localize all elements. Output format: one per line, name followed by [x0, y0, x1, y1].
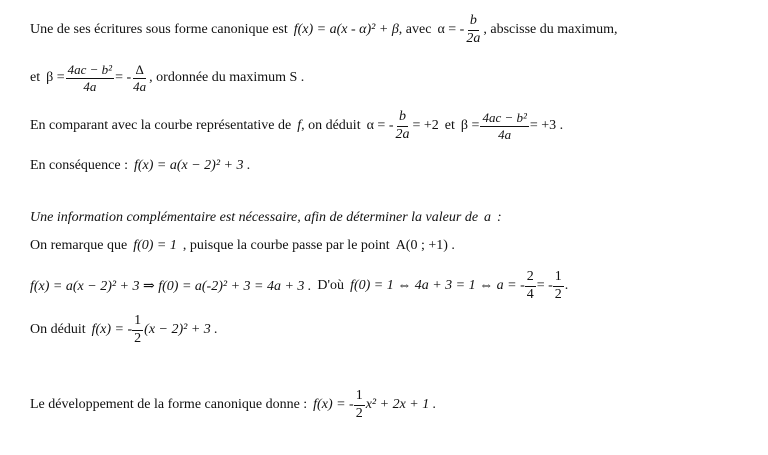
line7-part-a: f(x) = a(x − 2)² + 3 ⇒ f(0) = a(-2)² + 3 = 4a + 3 .	[30, 278, 312, 294]
line3-text-b: , on déduit	[301, 118, 361, 133]
line7-frac1-den: 4	[526, 286, 534, 302]
line2-delta-den: 4a	[133, 78, 147, 94]
line9-fraction	[354, 389, 365, 421]
line1-text-c: , abscisse du maximum,	[483, 22, 618, 37]
line3-text-a: En comparant avec la courbe représentative de	[30, 118, 292, 133]
line-canonical-form	[30, 10, 618, 50]
line2-text-a: et	[30, 70, 41, 85]
line-remark	[30, 226, 455, 266]
line7-frac2-num: 1	[553, 270, 564, 287]
line3-beta-den: 4a	[498, 126, 512, 142]
line5-var: a	[484, 210, 492, 225]
line3-f: f	[297, 118, 302, 133]
line8-lhs: f(x) = -	[91, 322, 133, 337]
line3-beta-lhs: β =	[460, 118, 480, 133]
line8-fraction	[132, 314, 143, 346]
line2-beta-num: 4ac − b²	[67, 61, 113, 77]
line2-delta-fraction	[131, 63, 148, 93]
line3-beta-val: = +3 .	[529, 118, 564, 133]
line1-alpha-num: b	[468, 14, 479, 31]
line-deduce	[30, 310, 218, 350]
line3-alpha-val: = +2	[412, 118, 439, 133]
line5-text-b: :	[497, 210, 502, 225]
line2-beta-den: 4a	[83, 78, 97, 94]
line3-beta-num: 4ac − b²	[482, 109, 527, 125]
line-development	[30, 385, 436, 425]
line7-end: .	[564, 278, 569, 293]
line3-alpha-lhs: α = -	[366, 118, 394, 133]
line-beta-definition	[30, 58, 304, 98]
line4-text-a: En conséquence :	[30, 158, 128, 173]
line9-frac-num: 1	[354, 389, 365, 406]
line8-frac-den: 2	[134, 330, 142, 346]
line7-eq-neg: = -	[536, 278, 553, 293]
line3-text-c: et	[444, 118, 455, 133]
line7-part-c: f(0) = 1 ⇔ 4a + 3 = 1 ⇔ a = -	[350, 278, 525, 293]
line3-alpha-fraction	[394, 110, 412, 142]
line2-eq-neg: = -	[115, 70, 132, 85]
line8-rhs: (x − 2)² + 3 .	[144, 322, 218, 337]
line2-beta-fraction	[66, 63, 114, 93]
line4-formula: f(x) = a(x − 2)² + 3 .	[133, 158, 251, 173]
line2-beta-lhs: β =	[46, 70, 65, 85]
line9-rhs: x² + 2x + 1 .	[365, 397, 437, 412]
line1-text-b: , avec	[398, 22, 432, 37]
line8-text-a: On déduit	[30, 322, 86, 337]
line9-lhs: f(x) = -	[313, 397, 354, 412]
line1-formula: f(x) = a(x - α)² + β	[293, 22, 399, 37]
line7-frac1	[525, 270, 536, 302]
line3-beta-fraction	[480, 111, 528, 141]
line-comparison	[30, 106, 563, 146]
line5-text-a: Une information complémentaire est nécessaire, afin de déterminer la valeur de	[30, 210, 479, 225]
line7-frac2	[553, 270, 564, 302]
line6-text-a: On remarque que	[30, 238, 128, 253]
line8-frac-num: 1	[132, 314, 143, 331]
line7-frac1-num: 2	[525, 270, 536, 287]
line-consequence	[30, 146, 250, 186]
line1-alpha-fraction	[464, 14, 482, 46]
line-solve-a	[30, 266, 568, 306]
line2-delta-num: Δ	[135, 61, 144, 77]
line1-alpha-lhs: α = -	[437, 22, 465, 37]
line6-point: A(0 ; +1) .	[395, 238, 455, 253]
line1-alpha-den: 2a	[466, 30, 481, 46]
line9-text-a: Le développement de la forme canonique donne :	[30, 397, 308, 412]
line3-alpha-den: 2a	[395, 126, 410, 142]
line7-frac2-den: 2	[554, 286, 562, 302]
line3-alpha-num: b	[397, 110, 408, 127]
line7-text-b: D'où	[317, 278, 345, 293]
line9-frac-den: 2	[355, 405, 363, 421]
line1-text-a: Une de ses écritures sous forme canonique est	[30, 22, 288, 37]
line6-formula: f(0) = 1	[133, 238, 177, 253]
line6-text-b: , puisque la courbe passe par le point	[182, 238, 390, 253]
line2-text-b: , ordonnée du maximum S .	[149, 70, 305, 85]
